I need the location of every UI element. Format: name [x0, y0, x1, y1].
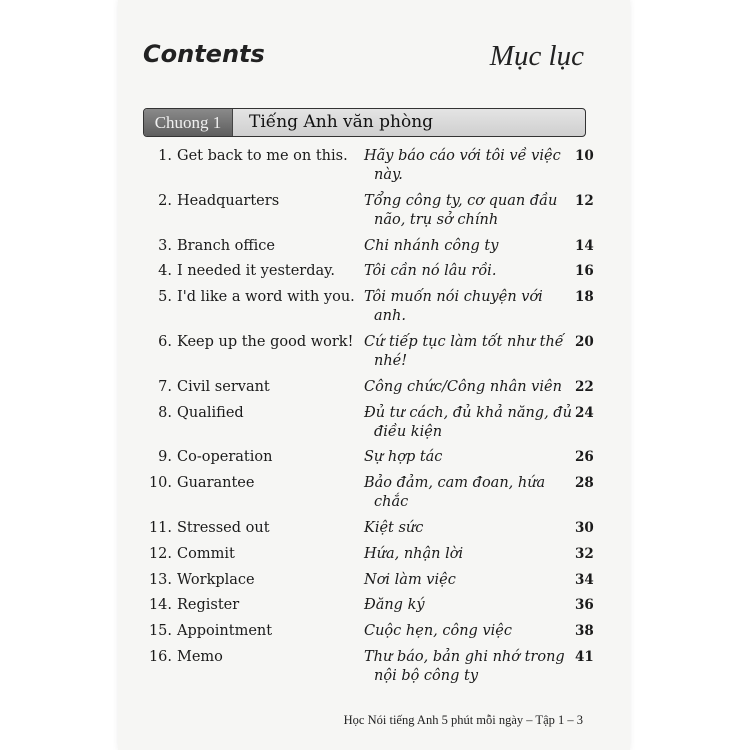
entry-english: Co-operation	[177, 449, 273, 466]
entry-english: Keep up the good work!	[177, 333, 354, 350]
entry-vietnamese: Sự hợp tác	[364, 449, 443, 466]
entry-english: Headquarters	[177, 192, 280, 209]
entry-number: 2.	[158, 192, 172, 209]
entry-number: 9.	[158, 449, 172, 466]
entry-vietnamese: Kiệt sức	[364, 519, 424, 536]
entry-page: 34	[575, 571, 594, 588]
entry-number: 10.	[148, 475, 172, 492]
entry-vietnamese: Hứa, nhận lời	[364, 545, 464, 562]
contents-entry	[140, 622, 594, 648]
entry-page: 38	[575, 623, 594, 640]
entry-page: 26	[575, 449, 594, 466]
contents-entry	[140, 288, 594, 333]
entry-page: 20	[575, 333, 594, 350]
contents-entry	[140, 147, 594, 192]
entry-english: Appointment	[177, 623, 273, 640]
contents-entry	[140, 404, 594, 449]
entry-english: I needed it yesterday.	[177, 263, 336, 280]
contents-entry	[140, 448, 594, 474]
entry-page: 32	[575, 545, 594, 562]
entry-english: Guarantee	[177, 475, 255, 492]
entry-vietnamese: Bảo đảm, cam đoan, hứa chắc	[364, 475, 546, 511]
entry-page: 14	[575, 237, 594, 254]
entry-page: 24	[575, 404, 594, 421]
entry-page: 36	[575, 597, 594, 614]
entry-vietnamese: Tổng công ty, cơ quan đầu não, trụ sở chính	[364, 192, 558, 228]
entry-number: 13.	[148, 571, 172, 588]
chapter-title: Tiếng Anh văn phòng	[249, 112, 434, 132]
entry-page: 28	[575, 475, 594, 492]
entry-vietnamese: Cứ tiếp tục làm tốt như thế nhé!	[364, 333, 564, 369]
entry-vietnamese: Chi nhánh công ty	[364, 237, 499, 254]
contents-entry	[140, 378, 594, 404]
entry-page: 30	[575, 519, 594, 536]
entry-vietnamese: Cuộc hẹn, công việc	[364, 623, 512, 640]
entry-number: 16.	[148, 648, 172, 665]
entry-vietnamese: Công chức/Công nhân viên	[364, 378, 562, 395]
contents-entry	[140, 596, 594, 622]
contents-entry	[140, 648, 594, 693]
contents-title-vietnamese: Mục lục	[489, 40, 584, 72]
contents-title: Contents	[143, 40, 265, 68]
entry-number: 11.	[148, 519, 172, 536]
entry-english: Memo	[177, 648, 223, 665]
entry-page: 12	[575, 192, 594, 209]
entry-page: 10	[575, 148, 594, 164]
chapter-number: Chuong 1	[144, 109, 233, 136]
entry-english: Civil servant	[177, 378, 270, 395]
entry-page: 18	[575, 289, 594, 306]
entry-number: 4.	[158, 263, 172, 280]
entry-vietnamese: Đăng ký	[364, 597, 425, 614]
entry-vietnamese: Đủ tư cách, đủ khả năng, đủ điều kiện	[364, 404, 572, 440]
entry-english: Qualified	[177, 404, 244, 421]
entry-english: Workplace	[177, 571, 255, 588]
page-footer: Học Nói tiếng Anh 5 phút mỗi ngày – Tập 1 – 3	[343, 713, 583, 727]
entry-english: Branch office	[177, 237, 276, 254]
entry-number: 8.	[158, 404, 172, 421]
chapter-heading	[143, 108, 586, 137]
entry-number: 6.	[158, 333, 172, 350]
contents-entry	[140, 474, 594, 519]
entry-vietnamese: Tôi cần nó lâu rồi.	[364, 263, 497, 280]
entry-number: 3.	[158, 237, 172, 254]
entry-vietnamese: Nơi làm việc	[364, 571, 456, 588]
contents-entry	[140, 262, 594, 288]
entry-number: 12.	[148, 545, 172, 562]
contents-entry	[140, 192, 594, 237]
entry-vietnamese: Hãy báo cáo với tôi về việc này.	[364, 148, 561, 183]
contents-entry	[140, 571, 594, 597]
entry-number: 15.	[148, 623, 172, 640]
contents-list	[140, 147, 594, 693]
entry-vietnamese: Thư báo, bản ghi nhớ trong nội bộ công ty	[364, 648, 565, 684]
entry-english: I'd like a word with you.	[177, 289, 355, 306]
entry-english: Stressed out	[177, 519, 270, 536]
entry-english: Get back to me on this.	[177, 148, 348, 164]
contents-entry	[140, 519, 594, 545]
entry-english: Register	[177, 597, 240, 614]
entry-page: 22	[575, 378, 594, 395]
contents-entry	[140, 545, 594, 571]
entry-number: 7.	[158, 378, 172, 395]
entry-page: 16	[575, 263, 594, 280]
contents-entry	[140, 237, 594, 263]
entry-vietnamese: Tôi muốn nói chuyện với anh.	[364, 289, 543, 325]
entry-number: 14.	[148, 597, 172, 614]
entry-number: 1.	[158, 148, 172, 164]
entry-english: Commit	[177, 545, 235, 562]
contents-entry	[140, 333, 594, 378]
entry-number: 5.	[158, 289, 172, 306]
entry-page: 41	[575, 648, 594, 665]
